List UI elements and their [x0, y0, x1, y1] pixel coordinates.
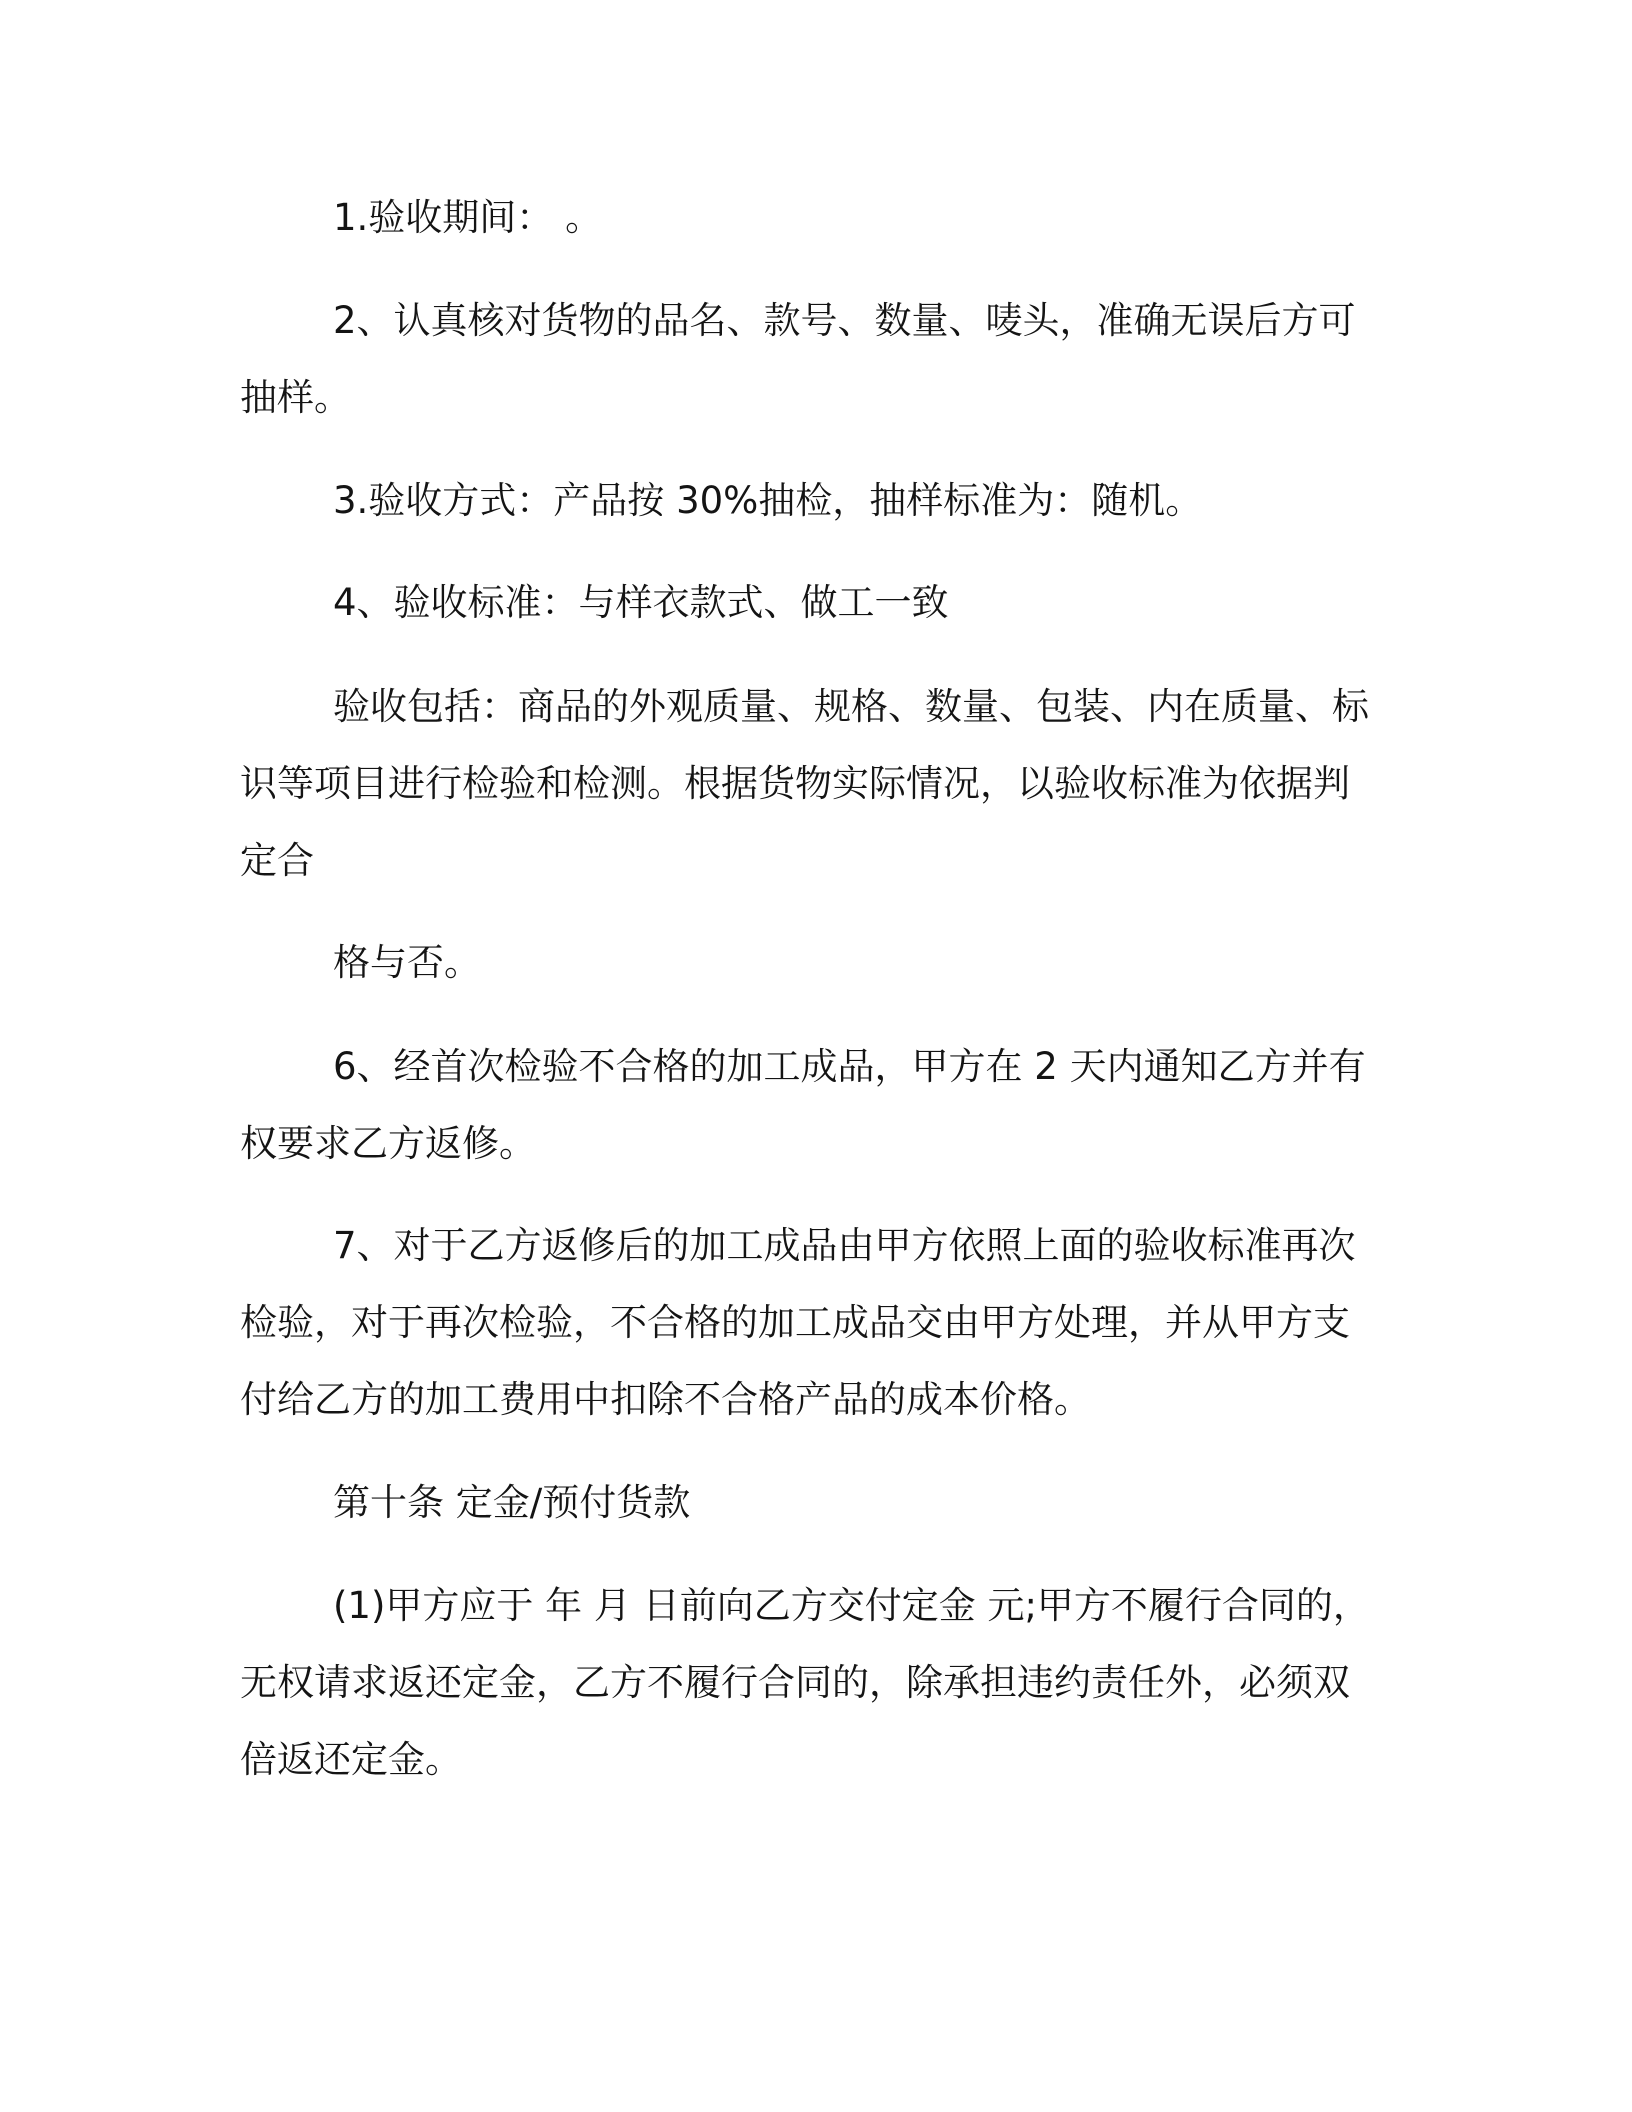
- paragraph-reinspection-line-2: 检验，对于再次检验，不合格的加工成品交由甲方处理，并从甲方支: [240, 1301, 1350, 1344]
- paragraph-acceptance-standard: 4、验收标准：与样衣款式、做工一致: [333, 581, 949, 624]
- paragraph-reinspection-line-1: 7、对于乙方返修后的加工成品由甲方依照上面的验收标准再次: [333, 1224, 1356, 1267]
- paragraph-acceptance-scope-line-3: 定合: [240, 839, 314, 882]
- section-heading-article-ten: 第十条 定金/预付货款: [333, 1481, 691, 1524]
- paragraph-check-goods-line-1: 2、认真核对货物的品名、款号、数量、唛头，准确无误后方可: [333, 299, 1356, 342]
- paragraph-first-inspection-line-2: 权要求乙方返修。: [240, 1122, 536, 1165]
- paragraph-reinspection-line-3: 付给乙方的加工费用中扣除不合格产品的成本价格。: [240, 1378, 1091, 1421]
- paragraph-acceptance-period: 1.验收期间： 。: [333, 196, 603, 239]
- paragraph-deposit-line-3: 倍返还定金。: [240, 1738, 462, 1781]
- paragraph-first-inspection-line-1: 6、经首次检验不合格的加工成品，甲方在 2 天内通知乙方并有: [333, 1045, 1366, 1088]
- paragraph-deposit-line-1: (1)甲方应于 年 月 日前向乙方交付定金 元;甲方不履行合同的，: [333, 1584, 1370, 1627]
- paragraph-acceptance-method: 3.验收方式：产品按 30%抽检，抽样标准为：随机。: [333, 479, 1203, 522]
- paragraph-acceptance-scope-line-2: 识等项目进行检验和检测。根据货物实际情况，以验收标准为依据判: [240, 762, 1350, 805]
- paragraph-deposit-line-2: 无权请求返还定金，乙方不履行合同的，除承担违约责任外，必须双: [240, 1661, 1350, 1704]
- paragraph-qualified-or-not: 格与否。: [333, 941, 481, 984]
- paragraph-check-goods-line-2: 抽样。: [240, 376, 351, 419]
- paragraph-acceptance-scope-line-1: 验收包括：商品的外观质量、规格、数量、包装、内在质量、标: [333, 685, 1369, 728]
